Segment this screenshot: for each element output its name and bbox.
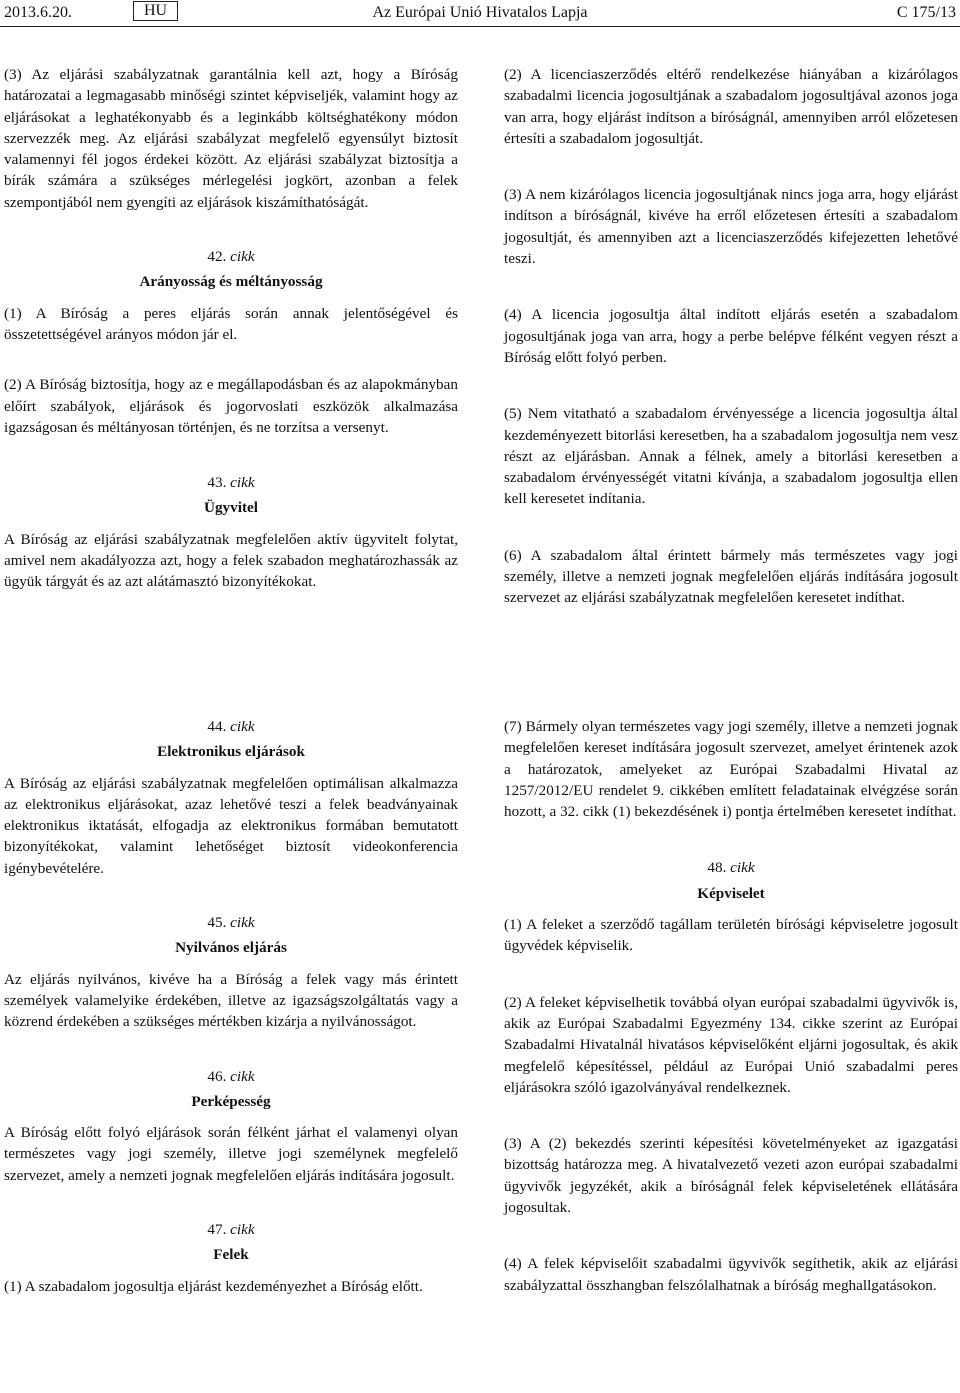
- article-42-number: 42. cikk: [207, 248, 255, 266]
- article-45-text: Az eljárás nyilvános, kivéve ha a Bíróság a felek vagy más érintett személyek valamelyike érdekében, illetve az igazságszolgáltatás vagy a közrend érdekében a szükséges mértékben kizárja a nyilvánosságot.: [4, 970, 458, 1031]
- bottom-right-column: [504, 716, 958, 1296]
- paragraph-4: (4) A licencia jogosultja által indított eljárás esetén a szabadalom jogosultjának joga van arra, hogy a perbe belépve félként vegyen részt a Bíróság előtt folyó perben.: [504, 306, 958, 366]
- article-42-paragraph-1: (1) A Bíróság a peres eljárás során annak jelentőségével és összetettségével arányos módon jár el.: [4, 304, 458, 343]
- article-47-number: 47. cikk: [207, 1221, 255, 1239]
- article-44-number: 44. cikk: [207, 718, 255, 735]
- article-47-title: Felek: [213, 1246, 249, 1264]
- article-46-title: Perképesség: [191, 1092, 271, 1110]
- article-42-title: Arányosság és méltányosság: [139, 273, 323, 291]
- article-47-paragraph-1: (1) A szabadalom jogosultja eljárást kezdeményezhet a Bíróság előtt.: [4, 1277, 423, 1295]
- article-45-number: 45. cikk: [207, 914, 255, 932]
- article-42-paragraph-2: (2) A Bíróság biztosítja, hogy az e megállapodásban és az alapokmányban előírt szabályok, eljárások és jogorvoslati eszközök alkalmazása igazságosan és méltányosan történjen, és ne torzítsa a versenyt.: [4, 376, 458, 436]
- journal-title: Az Európai Unió Hivatalos Lapja: [372, 4, 588, 21]
- article-48-paragraph-2: (2) A feleket képviselhetik továbbá olyan európai szabadalmi ügyvivők is, akik az Európai Szabadalmi Egyezmény 134. cikke szerint az Európai Szabadalmi Hivatalnál hivatásos képviselőként eljárni jogosultak, és akik megfelelő képesítéssel, például az Európai Unió szabadalmi peres eljárásokra szóló igazolványával rendelkeznek.: [504, 993, 958, 1096]
- article-43-title: Ügyvitel: [204, 499, 258, 517]
- article-43-number: 43. cikk: [207, 474, 255, 492]
- page-header: [0, 0, 960, 27]
- article-43-text: A Bíróság az eljárási szabályzatnak megfelelően aktív ügyvitelt folytat, amivel nem akadályozza azt, hogy a felek szabadon meghatározhassák az ügyük tárgyát és az azt alátámasztó bizonyítékokat.: [4, 530, 458, 591]
- article-44-title: Elektronikus eljárások: [157, 743, 305, 761]
- article-46-number: 46. cikk: [207, 1067, 255, 1085]
- article-48-paragraph-4: (4) A felek képviselőit szabadalmi ügyvivők segíthetik, akik az eljárási szabályzattal összhangban felszólalhatnak a bíróság meghallgatásokon.: [504, 1255, 958, 1294]
- publication-date: 2013.6.20.: [4, 4, 72, 21]
- article-48-title: Képviselet: [697, 884, 765, 902]
- top-right-column: [504, 64, 958, 609]
- article-45-title: Nyilvános eljárás: [175, 939, 287, 957]
- article-48-paragraph-3: (3) A (2) bekezdés szerinti képesítési követelményeket az igazgatási bizottság határozza meg. A hivatalvezető vezeti azon európai szabadalmi ügyvivők jegyzékét, akik a bíróságnál felek képviseletének ellátására jogosultak.: [504, 1135, 958, 1217]
- paragraph-7: (7) Bármely olyan természetes vagy jogi személy, illetve a nemzeti jognak megfelelően kereset indítására jogosult szervezet, amelyet érintenek azok a határozatok, amelyeket az Európai Szabadalmi Hivatal az 1257/2012/EU rendelet 9. cikkében említett feladatainak elvégzése során hozott, a 32. cikk (1) bekezdésének i) pontja értelmében keresetet indíthat.: [504, 718, 958, 821]
- article-48-paragraph-1: (1) A feleket a szerződő tagállam területén bírósági képviseletre jogosult ügyvédek képviselik.: [504, 916, 958, 955]
- paragraph-3-licence: (3) A nem kizárólagos licencia jogosultjának nincs joga arra, hogy eljárást indítson a bíróságnál, kivéve ha erről előzetesen értesíti a szabadalom jogosultját, és amennyiben azt a licenciaszerződés kifejezetten lehetővé teszi.: [504, 186, 958, 268]
- article-48-number: 48. cikk: [707, 859, 755, 877]
- paragraph-2: (2) A licenciaszerződés eltérő rendelkezése hiányában a kizárólagos szabadalmi licencia jogosultjának a szabadalom jogosultjával azonos joga van arra, hogy eljárást indítson a bíróságnál, amennyiben arról előzetesen értesíti a szabadalom jogosultját.: [504, 66, 958, 147]
- top-left-column: [4, 64, 458, 593]
- article-44-text: A Bíróság az eljárási szabályzatnak megfelelően optimálisan alkalmazza az elektronikus eljárásokat, azaz lehetővé teszi a felek beadványainak elektronikus iktatását, elfogadja az elektronikus formában bemutatott bizonyítékokat, valamint lehetőséget biztosít videokonferencia igénybevételére.: [4, 774, 458, 877]
- bottom-left-column: [4, 716, 458, 1297]
- paragraph-3: (3) Az eljárási szabályzatnak garantálnia kell azt, hogy a Bíróság határozatai a legmagasabb minőségi szintet képviseljék, valamint hogy az eljárásokat a leghatékonyabb és a leginkább költséghatékony módon szervezzék meg. Az eljárási szabályzat megfelelő egyensúlyt biztosít valamennyi fél jogos érdekei között. Az eljárási szabályzat biztosítja a bírák számára a szükséges mérlegelési jogkört, azonban a felek szempontjából nem gyengíti az eljárások kiszámíthatóságát.: [4, 66, 458, 211]
- paragraph-5: (5) Nem vitatható a szabadalom érvényessége a licencia jogosultja által kezdeményezett bitorlási keresetben, ha a szabadalom jogosultja nem vesz részt az eljárásban. Annak a félnek, amely a bitorlási keresetben a szabadalom érvényességét vitatni kívánja, a szabadalom jogosultja ellen kell keresetet indítania.: [504, 405, 958, 508]
- language-badge: HU: [133, 1, 178, 21]
- page-number: C 175/13: [896, 4, 956, 21]
- paragraph-6: (6) A szabadalom által érintett bármely más természetes vagy jogi személy, illetve a nemzeti jognak megfelelően eljárás indítására jogosult szervezet az eljárási szabályzatnak megfelelően keresetet indíthat.: [504, 546, 958, 607]
- article-46-text: A Bíróság előtt folyó eljárások során félként járhat el valamenyi olyan természetes vagy jogi személy, illetve jogi személynek megfelelő szervezet, amely a nemzeti jognak megfelelően eljárás indítására jogosult.: [4, 1124, 458, 1184]
